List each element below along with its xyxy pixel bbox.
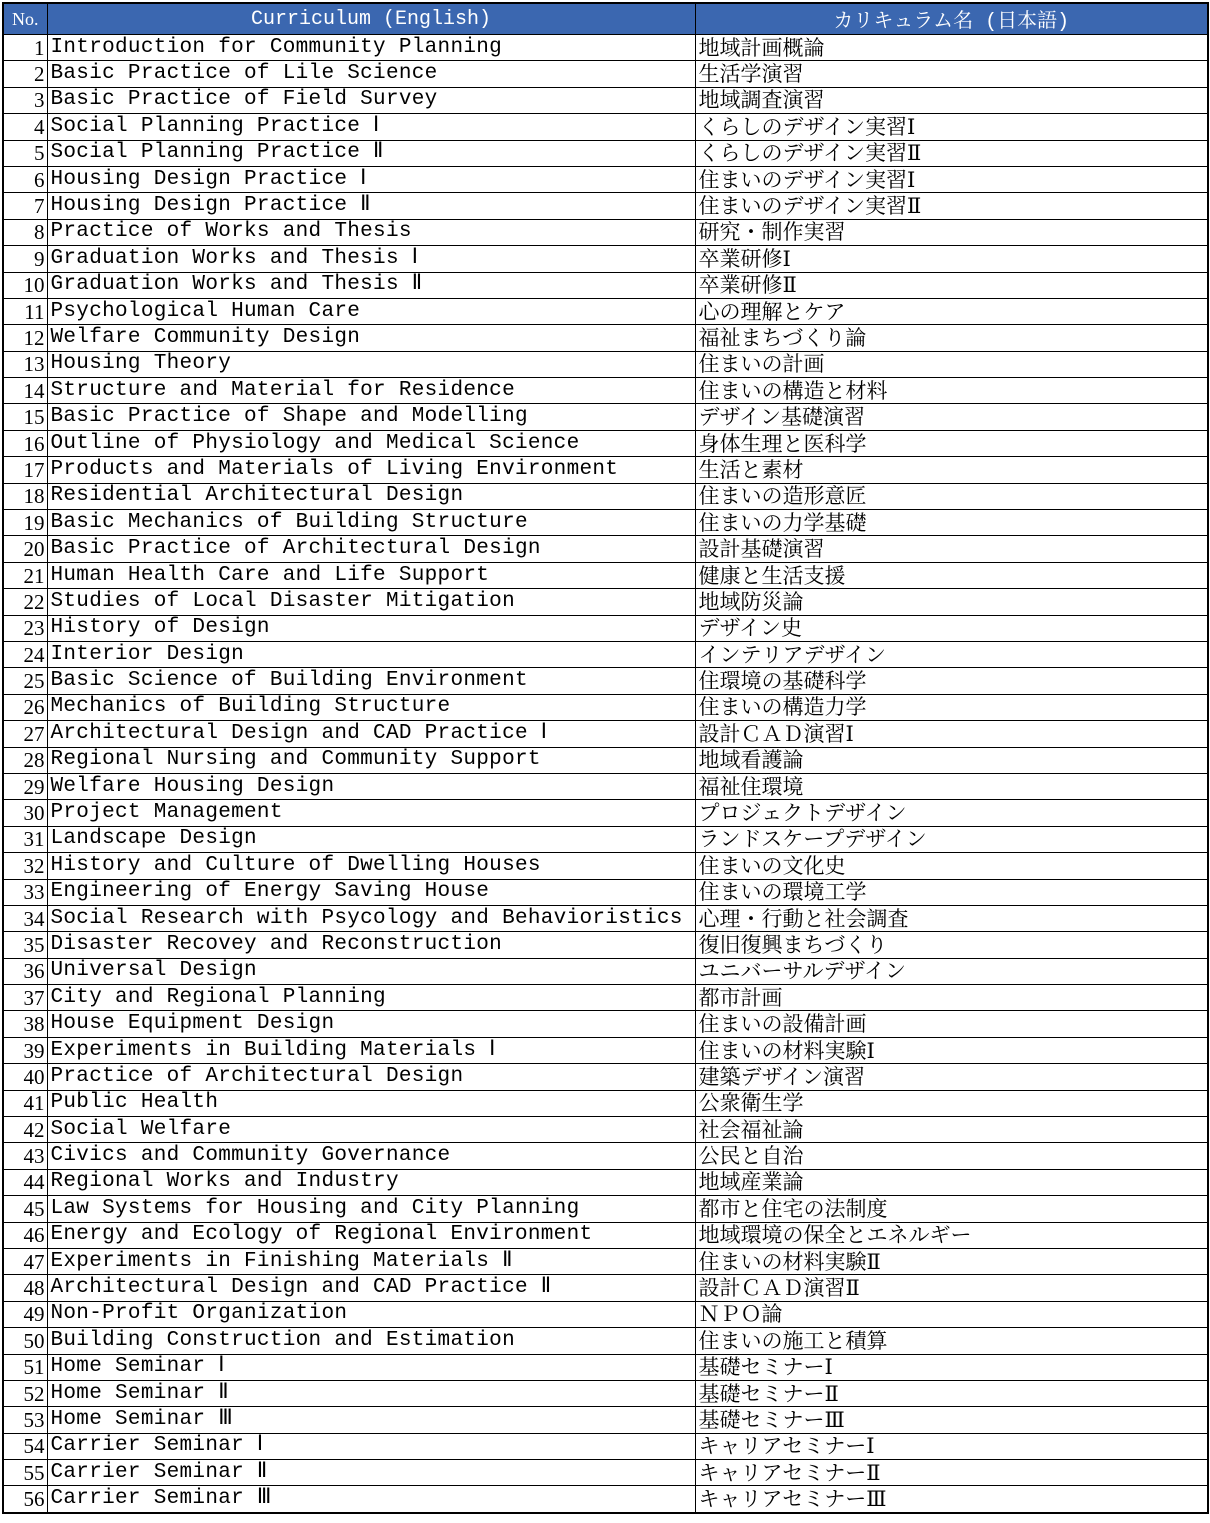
course-name-english: Graduation Works and Thesis Ⅱ (47, 272, 695, 298)
row-number: 19 (3, 510, 47, 536)
course-name-english: Energy and Ecology of Regional Environment (47, 1222, 695, 1248)
row-number: 39 (3, 1037, 47, 1063)
course-name-english: Psychological Human Care (47, 298, 695, 324)
course-name-english: Structure and Material for Residence (47, 378, 695, 404)
table-row (3, 1407, 1208, 1433)
course-name-japanese: 設計ＣＡＤ演習Ⅰ (695, 721, 1208, 747)
table-row (3, 1433, 1208, 1459)
course-name-japanese: 基礎セミナーⅠ (695, 1354, 1208, 1380)
table-row (3, 826, 1208, 852)
course-name-english: Introduction for Community Planning (47, 35, 695, 61)
course-name-japanese: 地域計画概論 (695, 35, 1208, 61)
course-name-japanese: 公民と自治 (695, 1143, 1208, 1169)
table-row (3, 1117, 1208, 1143)
row-number: 15 (3, 404, 47, 430)
row-number: 38 (3, 1011, 47, 1037)
row-number: 7 (3, 193, 47, 219)
table-row (3, 404, 1208, 430)
table-row (3, 272, 1208, 298)
course-name-japanese: キャリアセミナーⅢ (695, 1486, 1208, 1513)
course-name-japanese: 復旧復興まちづくり (695, 932, 1208, 958)
header-japanese: カリキュラム名 (日本語) (695, 3, 1208, 35)
table-row (3, 1011, 1208, 1037)
course-name-japanese: 住まいの設備計画 (695, 1011, 1208, 1037)
course-name-japanese: 福祉住環境 (695, 773, 1208, 799)
course-name-japanese: 建築デザイン演習 (695, 1064, 1208, 1090)
course-name-english: Architectural Design and CAD Practice Ⅱ (47, 1275, 695, 1301)
course-name-english: Mechanics of Building Structure (47, 694, 695, 720)
row-number: 20 (3, 536, 47, 562)
row-number: 40 (3, 1064, 47, 1090)
course-name-japanese: 研究・制作実習 (695, 219, 1208, 245)
table-body (3, 35, 1208, 1513)
course-name-japanese: 都市計画 (695, 985, 1208, 1011)
row-number: 21 (3, 562, 47, 588)
course-name-english: Public Health (47, 1090, 695, 1116)
table-row (3, 1222, 1208, 1248)
course-name-english: Welfare Community Design (47, 325, 695, 351)
row-number: 4 (3, 114, 47, 140)
course-name-japanese: 卒業研修Ⅰ (695, 246, 1208, 272)
row-number: 34 (3, 905, 47, 931)
curriculum-table (2, 2, 1209, 1514)
table-row (3, 1248, 1208, 1274)
table-row (3, 694, 1208, 720)
table-row (3, 61, 1208, 87)
course-name-japanese: 住まいの材料実験Ⅱ (695, 1248, 1208, 1274)
row-number: 50 (3, 1328, 47, 1354)
course-name-english: Basic Practice of Architectural Design (47, 536, 695, 562)
table-row (3, 773, 1208, 799)
table-row (3, 483, 1208, 509)
course-name-japanese: 住まいの施工と積算 (695, 1328, 1208, 1354)
table-row (3, 1460, 1208, 1486)
course-name-english: Practice of Works and Thesis (47, 219, 695, 245)
header-english: Curriculum (English) (47, 3, 695, 35)
table-row (3, 193, 1208, 219)
course-name-english: Carrier Seminar Ⅱ (47, 1460, 695, 1486)
course-name-english: Basic Practice of Lile Science (47, 61, 695, 87)
row-number: 2 (3, 61, 47, 87)
table-row (3, 1037, 1208, 1063)
course-name-japanese: 社会福祉論 (695, 1117, 1208, 1143)
table-row (3, 589, 1208, 615)
course-name-english: History of Design (47, 615, 695, 641)
course-name-japanese: ＮＰＯ論 (695, 1301, 1208, 1327)
course-name-japanese: 地域環境の保全とエネルギー (695, 1222, 1208, 1248)
course-name-japanese: インテリアデザイン (695, 641, 1208, 667)
row-number: 31 (3, 826, 47, 852)
course-name-english: Regional Nursing and Community Support (47, 747, 695, 773)
course-name-english: Basic Science of Building Environment (47, 668, 695, 694)
row-number: 53 (3, 1407, 47, 1433)
table-row (3, 1275, 1208, 1301)
table-row (3, 985, 1208, 1011)
course-name-japanese: 地域産業論 (695, 1169, 1208, 1195)
course-name-japanese: 住まいの計画 (695, 351, 1208, 377)
course-name-japanese: 設計ＣＡＤ演習Ⅱ (695, 1275, 1208, 1301)
course-name-english: Practice of Architectural Design (47, 1064, 695, 1090)
row-number: 36 (3, 958, 47, 984)
table-row (3, 958, 1208, 984)
row-number: 32 (3, 853, 47, 879)
row-number: 16 (3, 430, 47, 456)
course-name-japanese: 生活と素材 (695, 457, 1208, 483)
course-name-english: Studies of Local Disaster Mitigation (47, 589, 695, 615)
course-name-english: Architectural Design and CAD Practice Ⅰ (47, 721, 695, 747)
course-name-japanese: 住まいの構造力学 (695, 694, 1208, 720)
row-number: 37 (3, 985, 47, 1011)
table-row (3, 1169, 1208, 1195)
table-row (3, 615, 1208, 641)
course-name-japanese: 基礎セミナーⅢ (695, 1407, 1208, 1433)
course-name-english: Regional Works and Industry (47, 1169, 695, 1195)
table-row (3, 932, 1208, 958)
row-number: 1 (3, 35, 47, 61)
course-name-english: Landscape Design (47, 826, 695, 852)
row-number: 11 (3, 298, 47, 324)
row-number: 5 (3, 140, 47, 166)
course-name-japanese: 身体生理と医科学 (695, 430, 1208, 456)
course-name-english: Outline of Physiology and Medical Science (47, 430, 695, 456)
table-row (3, 668, 1208, 694)
course-name-english: House Equipment Design (47, 1011, 695, 1037)
course-name-japanese: 基礎セミナーⅡ (695, 1380, 1208, 1406)
row-number: 3 (3, 87, 47, 113)
table-row (3, 325, 1208, 351)
course-name-english: Social Welfare (47, 1117, 695, 1143)
course-name-japanese: 住環境の基礎科学 (695, 668, 1208, 694)
course-name-japanese: 住まいの構造と材料 (695, 378, 1208, 404)
course-name-english: Basic Practice of Shape and Modelling (47, 404, 695, 430)
course-name-english: Social Planning Practice Ⅰ (47, 114, 695, 140)
table-row (3, 1090, 1208, 1116)
table-row (3, 219, 1208, 245)
table-row (3, 721, 1208, 747)
table-row (3, 351, 1208, 377)
course-name-japanese: 地域看護論 (695, 747, 1208, 773)
row-number: 12 (3, 325, 47, 351)
table-row (3, 1064, 1208, 1090)
course-name-english: Home Seminar Ⅰ (47, 1354, 695, 1380)
table-header (3, 3, 1208, 35)
row-number: 48 (3, 1275, 47, 1301)
course-name-japanese: 地域防災論 (695, 589, 1208, 615)
course-name-english: Building Construction and Estimation (47, 1328, 695, 1354)
course-name-japanese: くらしのデザイン実習Ⅱ (695, 140, 1208, 166)
table-row (3, 1380, 1208, 1406)
table-row (3, 430, 1208, 456)
table-row (3, 510, 1208, 536)
row-number: 26 (3, 694, 47, 720)
course-name-japanese: 福祉まちづくり論 (695, 325, 1208, 351)
table-row (3, 905, 1208, 931)
course-name-japanese: 住まいの力学基礎 (695, 510, 1208, 536)
course-name-japanese: デザイン基礎演習 (695, 404, 1208, 430)
course-name-japanese: 都市と住宅の法制度 (695, 1196, 1208, 1222)
course-name-japanese: ユニバーサルデザイン (695, 958, 1208, 984)
course-name-english: Social Research with Psycology and Behavioristics (47, 905, 695, 931)
course-name-japanese: 住まいの材料実験Ⅰ (695, 1037, 1208, 1063)
course-name-japanese: 卒業研修Ⅱ (695, 272, 1208, 298)
course-name-english: Interior Design (47, 641, 695, 667)
course-name-english: Human Health Care and Life Support (47, 562, 695, 588)
row-number: 25 (3, 668, 47, 694)
table-row (3, 536, 1208, 562)
row-number: 49 (3, 1301, 47, 1327)
course-name-english: Experiments in Finishing Materials Ⅱ (47, 1248, 695, 1274)
row-number: 28 (3, 747, 47, 773)
table-row (3, 114, 1208, 140)
table-row (3, 35, 1208, 61)
course-name-english: City and Regional Planning (47, 985, 695, 1011)
course-name-english: Welfare Housing Design (47, 773, 695, 799)
table-row (3, 1486, 1208, 1513)
table-row (3, 1301, 1208, 1327)
row-number: 33 (3, 879, 47, 905)
course-name-english: Products and Materials of Living Environment (47, 457, 695, 483)
row-number: 27 (3, 721, 47, 747)
table-row (3, 853, 1208, 879)
row-number: 51 (3, 1354, 47, 1380)
row-number: 24 (3, 641, 47, 667)
course-name-english: Law Systems for Housing and City Planning (47, 1196, 695, 1222)
row-number: 56 (3, 1486, 47, 1513)
course-name-english: Housing Design Practice Ⅱ (47, 193, 695, 219)
row-number: 43 (3, 1143, 47, 1169)
row-number: 13 (3, 351, 47, 377)
table-row (3, 1328, 1208, 1354)
row-number: 41 (3, 1090, 47, 1116)
course-name-english: Home Seminar Ⅲ (47, 1407, 695, 1433)
course-name-english: Housing Theory (47, 351, 695, 377)
row-number: 46 (3, 1222, 47, 1248)
row-number: 42 (3, 1117, 47, 1143)
course-name-english: Residential Architectural Design (47, 483, 695, 509)
course-name-japanese: プロジェクトデザイン (695, 800, 1208, 826)
table-row (3, 562, 1208, 588)
row-number: 30 (3, 800, 47, 826)
row-number: 18 (3, 483, 47, 509)
row-number: 22 (3, 589, 47, 615)
table-row (3, 1354, 1208, 1380)
course-name-english: Basic Practice of Field Survey (47, 87, 695, 113)
table-row (3, 800, 1208, 826)
row-number: 23 (3, 615, 47, 641)
table-row (3, 166, 1208, 192)
row-number: 52 (3, 1380, 47, 1406)
course-name-english: Graduation Works and Thesis Ⅰ (47, 246, 695, 272)
table-row (3, 457, 1208, 483)
table-row (3, 87, 1208, 113)
table-row (3, 378, 1208, 404)
row-number: 8 (3, 219, 47, 245)
course-name-japanese: 健康と生活支援 (695, 562, 1208, 588)
course-name-english: Engineering of Energy Saving House (47, 879, 695, 905)
header-row (3, 3, 1208, 35)
course-name-japanese: 公衆衛生学 (695, 1090, 1208, 1116)
course-name-japanese: ランドスケープデザイン (695, 826, 1208, 852)
row-number: 6 (3, 166, 47, 192)
course-name-english: Basic Mechanics of Building Structure (47, 510, 695, 536)
course-name-japanese: 住まいの環境工学 (695, 879, 1208, 905)
course-name-japanese: 住まいのデザイン実習Ⅱ (695, 193, 1208, 219)
row-number: 44 (3, 1169, 47, 1195)
course-name-japanese: 設計基礎演習 (695, 536, 1208, 562)
course-name-japanese: キャリアセミナーⅠ (695, 1433, 1208, 1459)
course-name-japanese: キャリアセミナーⅡ (695, 1460, 1208, 1486)
row-number: 29 (3, 773, 47, 799)
table-row (3, 879, 1208, 905)
course-name-japanese: 生活学演習 (695, 61, 1208, 87)
course-name-japanese: 地域調査演習 (695, 87, 1208, 113)
course-name-english: Disaster Recovey and Reconstruction (47, 932, 695, 958)
table-row (3, 747, 1208, 773)
course-name-japanese: デザイン史 (695, 615, 1208, 641)
course-name-english: Home Seminar Ⅱ (47, 1380, 695, 1406)
row-number: 14 (3, 378, 47, 404)
row-number: 47 (3, 1248, 47, 1274)
course-name-english: Civics and Community Governance (47, 1143, 695, 1169)
course-name-english: Project Management (47, 800, 695, 826)
table-row (3, 140, 1208, 166)
course-name-english: Housing Design Practice Ⅰ (47, 166, 695, 192)
header-number: No. (3, 3, 47, 35)
course-name-japanese: 住まいのデザイン実習Ⅰ (695, 166, 1208, 192)
course-name-english: Non-Profit Organization (47, 1301, 695, 1327)
row-number: 54 (3, 1433, 47, 1459)
course-name-english: History and Culture of Dwelling Houses (47, 853, 695, 879)
course-name-english: Carrier Seminar Ⅲ (47, 1486, 695, 1513)
table-row (3, 246, 1208, 272)
row-number: 45 (3, 1196, 47, 1222)
table-row (3, 641, 1208, 667)
table-row (3, 298, 1208, 324)
row-number: 9 (3, 246, 47, 272)
course-name-japanese: くらしのデザイン実習Ⅰ (695, 114, 1208, 140)
course-name-japanese: 住まいの造形意匠 (695, 483, 1208, 509)
table-row (3, 1196, 1208, 1222)
row-number: 17 (3, 457, 47, 483)
course-name-japanese: 心理・行動と社会調査 (695, 905, 1208, 931)
table-row (3, 1143, 1208, 1169)
row-number: 35 (3, 932, 47, 958)
course-name-english: Social Planning Practice Ⅱ (47, 140, 695, 166)
course-name-english: Experiments in Building Materials Ⅰ (47, 1037, 695, 1063)
course-name-japanese: 住まいの文化史 (695, 853, 1208, 879)
course-name-english: Carrier Seminar Ⅰ (47, 1433, 695, 1459)
course-name-japanese: 心の理解とケア (695, 298, 1208, 324)
row-number: 55 (3, 1460, 47, 1486)
course-name-english: Universal Design (47, 958, 695, 984)
row-number: 10 (3, 272, 47, 298)
curriculum-table-container (2, 2, 1207, 1519)
